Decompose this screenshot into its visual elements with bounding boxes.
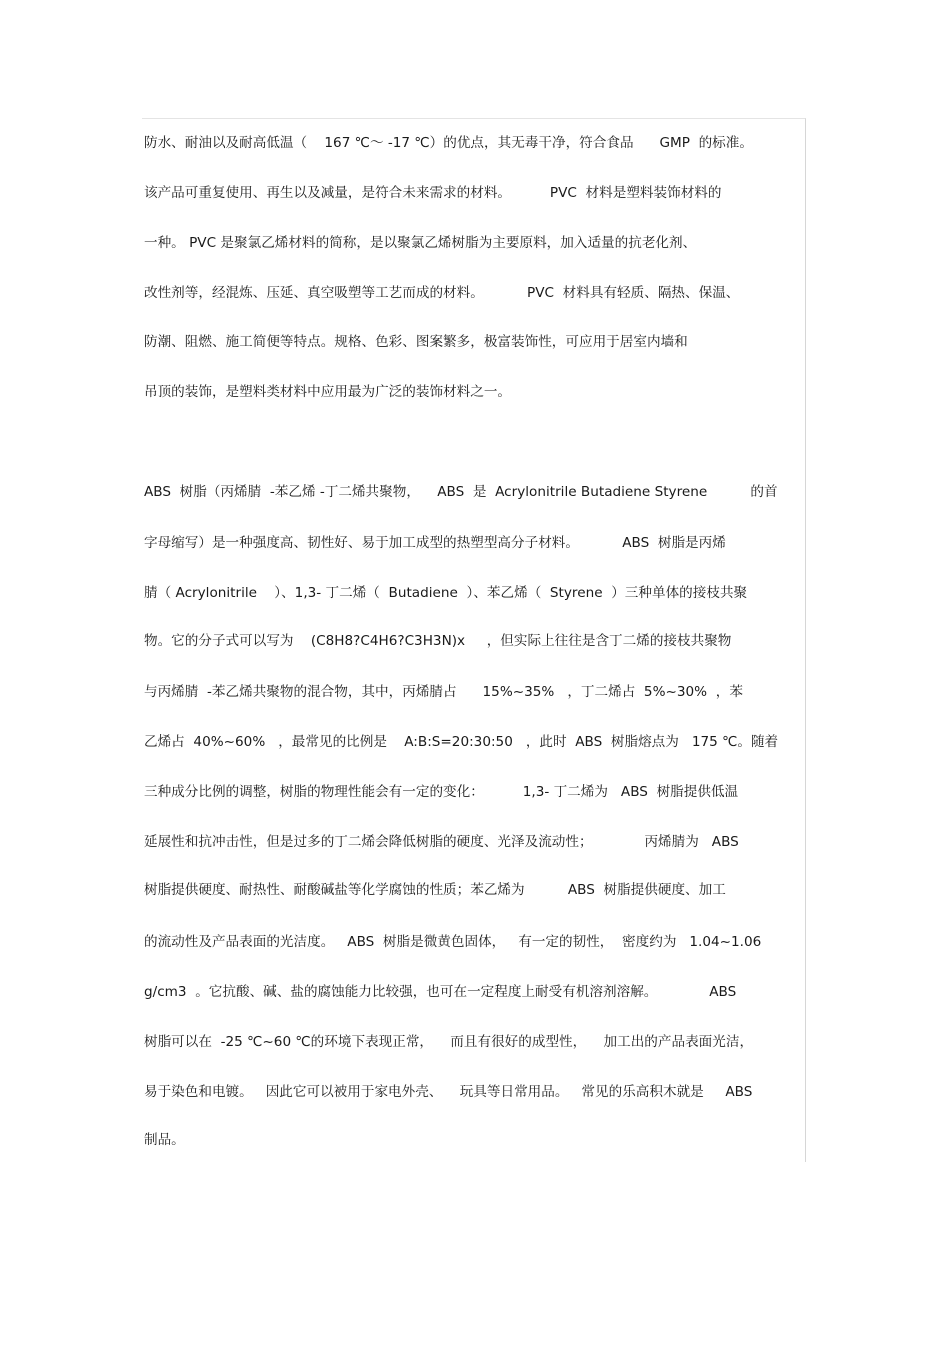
text-line: 腈（ Acrylonitrile ）、1,3- 丁二烯（ Butadiene ）、苯乙烯（ Styrene ）三种单体的接枝共聚	[144, 585, 748, 601]
text-line: 该产品可重复使用、再生以及减量，是符合未来需求的材料。 PVC 材料是塑料装饰材料的	[144, 185, 722, 201]
text-line: 制品。	[144, 1132, 185, 1148]
text-line: 物。它的分子式可以写为 (C8H8?C4H6?C3H3N)x ，但实际上往往是含丁二烯的接枝共聚物	[144, 633, 732, 649]
text-line: 的流动性及产品表面的光洁度。 ABS 树脂是微黄色固体， 有一定的韧性， 密度约为 1.04~1.06	[144, 934, 762, 950]
text-line: 吊顶的装饰，是塑料类材料中应用最为广泛的装饰材料之一。	[144, 384, 512, 400]
text-line: 树脂可以在 -25 ℃~60 ℃的环境下表现正常， 而且有很好的成型性， 加工出的产品表面光洁，	[144, 1034, 754, 1050]
text-line: 乙烯占 40%~60% ，最常见的比例是 A:B:S=20:30:50 ，此时 ABS 树脂熔点为 175 ℃。随着	[144, 734, 779, 750]
text-line: 字母缩写）是一种强度高、韧性好、易于加工成型的热塑型高分子材料。 ABS 树脂是丙烯	[144, 535, 726, 551]
text-line: ABS 树脂（丙烯腈 -苯乙烯 -丁二烯共聚物， ABS 是 Acrylonitrile Butadiene Styrene 的首	[144, 484, 778, 500]
text-line: 防潮、阻燃、施工简便等特点。规格、色彩、图案繁多，极富装饰性，可应用于居室内墙和	[144, 334, 688, 350]
text-line: 延展性和抗冲击性，但是过多的丁二烯会降低树脂的硬度、光泽及流动性； 丙烯腈为 ABS	[144, 834, 739, 850]
text-line: 易于染色和电镀。 因此它可以被用于家电外壳、 玩具等日常用品。 常见的乐高积木就是 ABS	[144, 1084, 753, 1100]
text-line: 与丙烯腈 -苯乙烯共聚物的混合物，其中，丙烯腈占 15%~35% ，丁二烯占 5%~30% ，苯	[144, 684, 743, 700]
text-line: 防水、耐油以及耐高低温（ 167 ℃～ -17 ℃）的优点，其无毒干净，符合食品 GMP 的标准。	[144, 135, 753, 151]
text-line: 改性剂等，经混炼、压延、真空吸塑等工艺而成的材料。 PVC 材料具有轻质、隔热、保温、	[144, 285, 740, 301]
text-line: 一种。 PVC 是聚氯乙烯材料的简称，是以聚氯乙烯树脂为主要原料，加入适量的抗老化剂、	[144, 235, 697, 251]
text-line: g/cm3 。它抗酸、碱、盐的腐蚀能力比较强，也可在一定程度上耐受有机溶剂溶解。 ABS	[144, 984, 737, 1000]
text-line: 三种成分比例的调整，树脂的物理性能会有一定的变化： 1,3- 丁二烯为 ABS 树脂提供低温	[144, 784, 739, 800]
text-line: 树脂提供硬度、耐热性、耐酸碱盐等化学腐蚀的性质；苯乙烯为 ABS 树脂提供硬度、加工	[144, 882, 726, 898]
